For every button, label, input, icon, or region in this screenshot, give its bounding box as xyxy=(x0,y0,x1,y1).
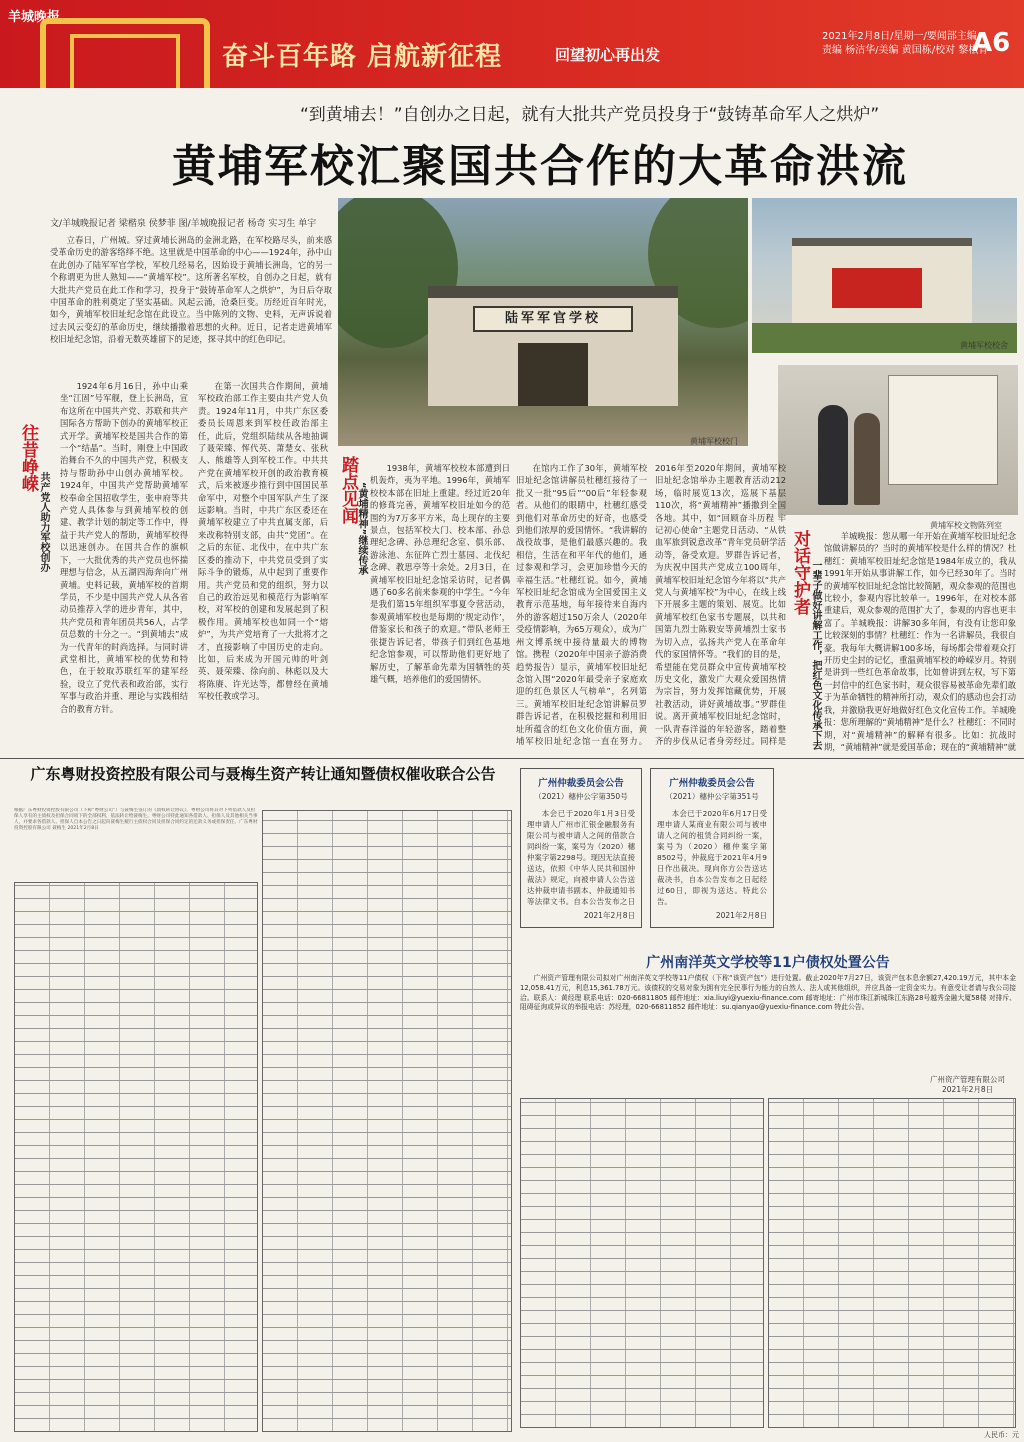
newspaper-logo: 羊城晚报 xyxy=(8,10,61,25)
article-kicker: “到黄埔去！”自创办之日起，就有大批共产党员投身于“鼓铸革命军人之烘炉” xyxy=(300,105,880,125)
section1-heading: 往昔峥嵘 xyxy=(18,424,38,492)
arbitration-notice-351 xyxy=(650,768,774,928)
debt-table-right xyxy=(768,1098,1016,1428)
arbitration-350-body: 本会已于2020年1月3日受理申请人广州市汇银金融服务有限公司与被申请人之间的借款合同纠纷一案，案号为（2020）穗仲案字第2298号。现因无法直接送达，依照《中华人民共和国仲裁法》规定，向被申请人公告送达仲裁申请书副本、仲裁通知书等法律文书。自本公告发布之日 xyxy=(527,809,635,906)
debt-notice-signoff: 广州资产管理有限公司 xyxy=(930,1075,1005,1084)
interview-text: 羊城晚报：您从哪一年开始在黄埔军校旧址纪念馆做讲解员的？当时的黄埔军校是什么样的情况？杜穗红：黄埔军校旧址纪念馆是1984年成立的，我从1991年开始从事讲解工作，如今已经30年了。当时的黄埔军校旧址纪念馆比较简陋，观众参观的范围也比较小，参观内容比较单一。1996年，在对校本部重建后，观众参观的范围扩大了，参观的内容也更丰富了。羊城晚报：讲解30多年间，有没有让您印象比较深刻的事情？杜穗红：作为一名讲解员，我很自豪。我每年大概讲解100多场，每场都会带着观众打开历史尘封的记忆，重温黄埔军校的峥嵘岁月。特别是讲到一些红色革命故事，比如曾讲到左权，写下第一封信中的红色家书时，观众很容易被革命先辈们敢于为革命牺牲的精神所打动，观众们的感动也会打动我，并激励我更好地做好红色文化宣传工作。羊城晚报：您所理解的“黄埔精神”是什么？杜穗红：不同时期，对“黄埔精神”的解释有很多。比如：抗战时期，“黄埔精神”就是爱国革命；现在的“黄埔精神”就 xyxy=(824,531,1016,752)
debt-disposal-notice-title: 广州南洋英文学校等11户债权处置公告 xyxy=(646,955,890,971)
section3-heading: 对话守护者 xyxy=(790,530,810,615)
caption-school-gate: 黄埔军校校门 xyxy=(690,437,738,446)
staff-line: 责编 杨洁华/美编 黄国栋/校对 黎松青 xyxy=(822,45,989,56)
gate-door xyxy=(518,343,588,406)
footer-currency-note: 人民币：元 xyxy=(984,1431,1019,1439)
arbitration-350-date: 2021年2月8日 xyxy=(583,911,635,920)
arbitration-350-title: 广州仲裁委员会公告 xyxy=(538,778,624,789)
article-byline: 文/羊城晚报记者 梁楷泉 侯梦菲 图/羊城晚报记者 杨奇 实习生 单宇 xyxy=(50,219,317,229)
arbitration-351-title: 广州仲裁委员会公告 xyxy=(669,778,755,789)
article-headline: 黄埔军校汇聚国共合作的大革命洪流 xyxy=(172,141,908,192)
debt-disposal-notice-body: 广州资产管理有限公司拟对广州南洋英文学校等11户债权（下称“该资产包”）进行处置。截止2020年7月27日，该资产包本息余额27,420.19万元，其中本金12,058.41万元，利息15,361.78万元。该债权的交易对象为拥有完全民事行为能力的自然人、法人或其他组织，并应具备一定资金实力。有意受让者请与我公司接洽。联系人：黄经理 联系电话：020-66811805 邮件地址：xia.liuyi@yuexiu-finance.com 邮寄地址：广州市珠江新城珠江东路28号越秀金融大厦58楼 对排斥、阻碍征询或异议的举报电话：苏经理，020-66811852 邮件地址：su.qianyao@yuexiu-finance.com 特此公告。 xyxy=(520,974,1016,1012)
debt-notice-date: 2021年2月8日 xyxy=(942,1085,994,1094)
caption-exhibition-room: 黄埔军校文物陈列室 xyxy=(930,521,1002,530)
asset-transfer-notice-body: 根据广东粤财投资控股有限公司（下称“粤财公司”）与聂梅生签订的《债权转让协议》，粤财公司将其对下列借款人及担保人享有的主债权及担保合同项下的全部权利，依法转让给聂梅生。粤财公司特此通知各借款人、担保人及其他相关当事人，并要求各借款人、担保人自本公告之日起向聂梅生履行主债权合同及担保合同约定的还款义务或担保责任。广东粤财投资控股有限公司 聂梅生 2021年2月8日 xyxy=(14,808,258,831)
arbitration-notice-350 xyxy=(520,768,642,928)
masthead-banner xyxy=(0,0,1024,88)
arbitration-351-body: 本会已于2020年6月17日受理申请人某商业有限公司与被申请人之间的租赁合同纠纷一案，案号为（2020）穗仲案字第8502号，仲裁庭于2021年4月9日作出裁决。现向你方公告送达裁决书，自本公告发布之日起经过60日，即视为送达。特此公告。 xyxy=(657,809,767,906)
asset-transfer-notice-title: 广东粤财投资控股有限公司与聂梅生资产转让通知暨债权催收联合公告 xyxy=(30,765,496,783)
section1-text: 1924年6月16日，孙中山乘坐“江固”号军舰，登上长洲岛，宣布这所在中国共产党、苏联和共产国际各方帮助下创办的黄埔军校正式开学。黄埔军校是国共合作的第一个“结晶”。当时，刚登上中国政治舞台不久的中国共产党，积极支持与帮助孙中山创办黄埔军校。1924年，中国共产党帮助黄埔军校奉命全国招收学生，张申府等共产党人具体参与到黄埔军校的创建、教学计划的制定等工作中，得益于共产党人的帮助，黄埔军校得以迅速创办。在国共合作的旗帜下，一大批优秀的共产党员也怀揣理想与信念，从五湖四海奔向广州黄埔。史料记载，黄埔军校的首期学员，不少是中国共产党人从各省动员推荐入学的进步青年，其中，共产党员和青年团员共56人，占学员总数的十分之一。“到黄埔去”成为一代青年的时尚选择。与同时讲武堂相比，黄埔军校的优势和特色，在于较取苏联红军的建军经验，设立了党代表和政治部，实行军事与政治并重、理论与实践相结合的教育方针。 xyxy=(60,381,188,714)
section2-subheading: “黄埔精神”继续传承 xyxy=(356,482,367,576)
debt-table-left xyxy=(520,1098,764,1428)
article-intro: 立春日，广州城。穿过黄埔长洲岛的金洲北路，在军校路尽头，前来感受革命历史的游客络绎不绝。这里就是中国革命的中心——1924年，孙中山在此创办了陆军军官学校，军校几经易名，因始设于黄埔长洲岛，它的另一个称谓更为世人熟知——“黄埔军校”。这所著名军校，自创办之日起，就有大批共产党员在此工作和学习，投身于“鼓铸革命军人之烘炉”，为日后夺取中国革命的胜利奠定了坚实基础。风起云涌，沧桑巨变。历经近百年时光，如今，黄埔军校旧址纪念馆在此设立。当中陈列的文物、史料，无声诉说着过去风云变幻的革命历史，继续播撒着思想的火种。近日，记者走进黄埔军校旧址纪念馆，沿着无数英雄留下的足迹，探寻其中的红色印记。 xyxy=(50,235,332,345)
section1-text-b: 在第一次国共合作期间，黄埔军校政治部工作主要由共产党人负责。1924年11月，中共广东区委委员长周恩来到军校任政治部主任，此后，党组织陆续从各地抽调了聂荣臻、恽代英、萧楚女、张秋人、熊雄等人到军校工作。中共共产党在黄埔军校开创的政治教育模式，后来被逐步推行到中国国民革命军中，对整个中国军队产生了深远影响。当时，中共广东区委还在黄埔军校建立了中共直属支部，后来改称特别支部，由共“党团”。在之后的东征、北伐中，在中共广东区委的推动下，中共党员受到了实际斗争的锻炼，从中起到了重要作用。共产党员和党的组织，努力以自己的政治远见和模范行为影响军校，对军校的创建和发展起到了积极作用。黄埔军校也如同一个“熔炉”，为共产党培育了一大批将才之才，直接影响了中国历史的走向。比如，后来成为开国元帅的叶剑英、聂荣臻、徐向前、林彪以及大将陈赓、许光达等，都曾经在黄埔军校任教或学习。 xyxy=(198,381,328,702)
page-number: A6 xyxy=(972,28,1011,58)
section-divider xyxy=(0,758,1024,759)
asset-table-right xyxy=(262,810,512,1432)
gate-sign: 陆军军官学校 xyxy=(473,306,633,332)
date-line: 2021年2月8日/星期一/要闻部主编 xyxy=(822,31,977,42)
caption-school-dorm: 黄埔军校校舍 xyxy=(960,341,1008,350)
photo-school-dorm xyxy=(752,198,1017,353)
section2-text: 1938年，黄埔军校校本部遭到日机轰炸，夷为平地。1996年，黄埔军校校本部在旧址上重建。经过近20年的修葺完善，黄埔军校旧址如今的范围约为7万多平方米，岛上现存的主要景点，包括军校大门、校本部、孙总理纪念碑、孙总理纪念室、俱乐部、游泳池、东征阵亡烈士墓园、北伐纪念碑、教思亭等十余处。2月3日，在黄埔军校旧址纪念馆采访时，记者偶遇了60多名前来参观的中学生。“今年是我们第15年组织军事夏令营活动，参观黄埔军校也是每期的‘规定动作’，借鉴家长和孩子的欢迎。”带队老师王张捷告诉记者，带孩子们到红色基地纪念馆参观，可以帮助他们更好地了解历史，了解革命先辈为国牺牲的英雄气概，培养他们的爱国情怀。 xyxy=(370,463,510,684)
section1-subheading: 共产党人助力军校创办 xyxy=(38,472,49,572)
photo-school-gate xyxy=(338,198,748,446)
guide-figure xyxy=(854,413,880,505)
arbitration-350-number: （2021）穗仲公字第350号 xyxy=(534,792,628,801)
section2-text-b: 在馆内工作了30年，黄埔军校旧址纪念馆讲解员杜穗红接待了一批又一批“95后”“00后”年轻参观者。从他们的眼睛中，杜穗红感受到他们对革命历史的好奇，也感受到他们浓厚的爱国情怀。“我讲解的战役故事，是他们最感兴趣的。我相信，生活在和平年代的他们，通过参观和学习，会更加珍惜今天的幸福生活。”杜穗红说。如今，黄埔军校旧址纪念馆成为全国爱国主义教育示范基地，每年接待来自海内外的游客超过150万余人（2020年受疫情影响，为65万观众），成为广州文博系统中接待量最大的博物馆。携程（2020年中国亲子游消费趋势报告）显示，黄埔军校旧址纪念馆入围“2020年最受亲子家庭欢迎的红色景区人气榜单”，名列第三。黄埔军校旧址纪念馆讲解员罗群告诉记者，在积极挖掘和利用旧址所蕴含的红色文化价值方面，黄埔军校旧址纪念馆一直在努力。2016年至2020年期间，黄埔军校旧址纪念馆举办主题教育活动212场，临时展览13次，巡展下基层110次，将“黄埔精神”播撒到全国各地。其中，如“回顾奋斗历程 牢记初心使命”主题党日活动、“从铁血军旅到锐意改革”青年党员研学活动等，备受欢迎。罗群告诉记者，为庆祝中国共产党成立100周年，黄埔军校旧址纪念馆今年将以“共产党人与黄埔军校”为中心，在线上线下开展多主题的策划、展览。比如黄埔军校红色家书专题展，以共和国第九烈士陈毅安等黄埔烈士家书为切入点，弘扬共产党人在革命年代的家国情怀等。“我们的目的是，希望能在党员群众中宣传黄埔军校历史文化，激发广大观众爱国热情为宗旨，努力发挥馆藏优势，开展社教活动，讲好黄埔故事。”罗群佳说。离开黄埔军校旧址纪念馆时，一队青春洋溢的年轻游客，踏着整齐的步伐从记者身旁经过。同样是 xyxy=(516,463,786,746)
asset-table-left xyxy=(14,882,258,1432)
exhibit-panel xyxy=(888,375,998,485)
photo-exhibition-room xyxy=(778,365,1018,515)
section3-subheading: 一辈子做好讲解工作，把红色文化传承下去 xyxy=(810,560,821,750)
arbitration-351-number: （2021）穗仲公字第351号 xyxy=(665,792,759,801)
section2-heading: 踏点见闻 xyxy=(338,456,358,524)
banner-slogan: 奋斗百年路 启航新征程 xyxy=(222,42,503,72)
arch-inner-graphic xyxy=(70,34,180,88)
arbitration-351-date: 2021年2月8日 xyxy=(715,911,767,920)
issue-meta xyxy=(822,30,988,58)
visitor-figure xyxy=(818,405,848,505)
banner-sub-slogan: 回望初心再出发 xyxy=(555,46,661,64)
red-banner xyxy=(832,268,922,308)
